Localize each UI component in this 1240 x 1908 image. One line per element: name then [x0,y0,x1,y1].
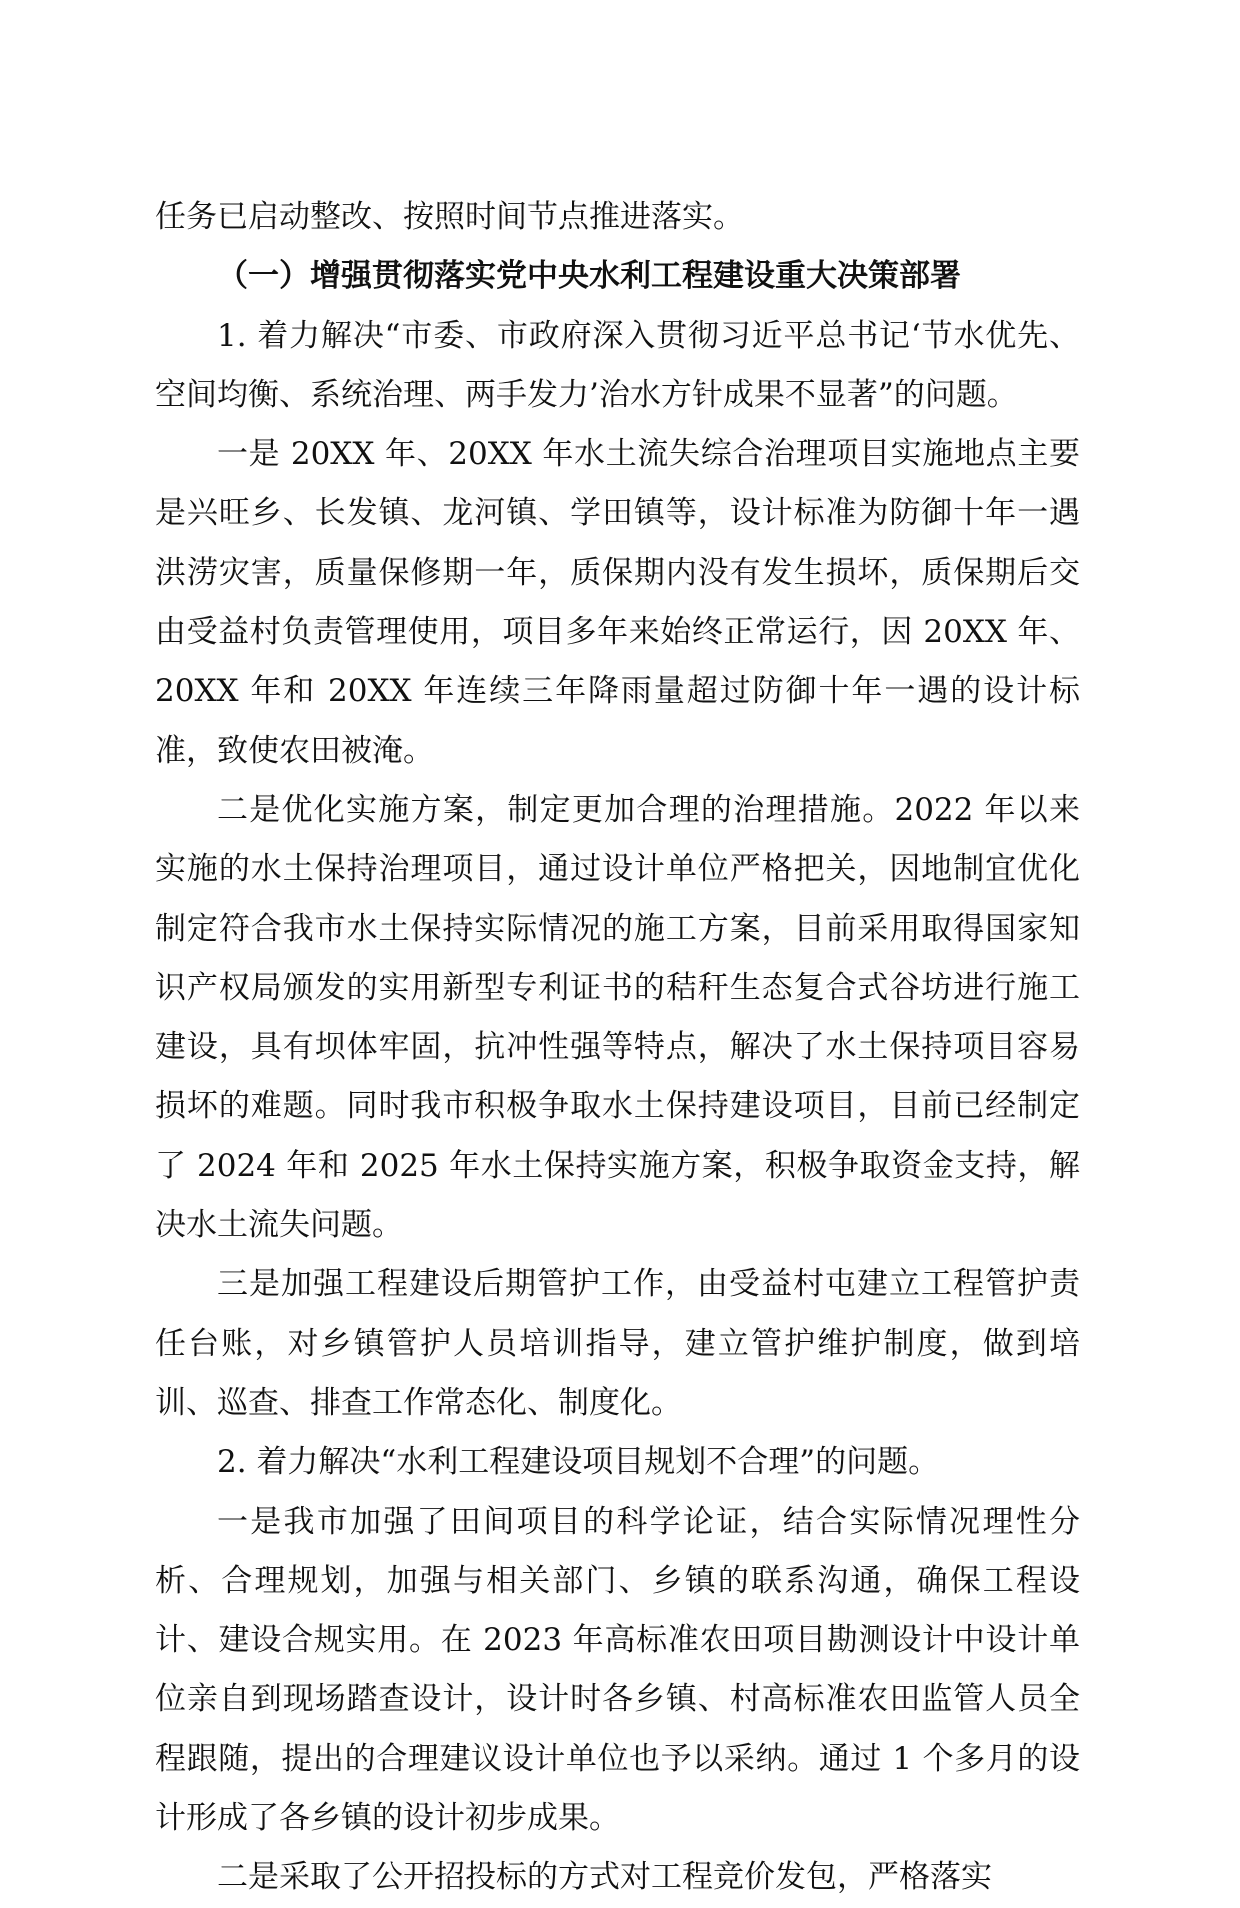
item-heading-1: 1. 着力解决“市委、市政府深入贯彻习近平总书记‘节水优先、空间均衡、系统治理、两手发力’治水方针成果不显著”的问题。 [155,317,1080,413]
paragraph-point-1: 一是 20XX 年、20XX 年水土流失综合治理项目实施地点主要是兴旺乡、长发镇、龙河镇、学田镇等，设计标准为防御十年一遇洪涝灾害，质量保修期一年，质保期内没有发生损坏，质保期后交由受益村负责管理使用，项目多年来始终正常运行，因 20XX 年、20XX 年和 20XX 年连续三年降雨量超过防御十年一遇的设计标准，致使农田被淹。 [155,436,1080,769]
section-heading: （一）增强贯彻落实党中央水利工程建设重大决策部署 [217,258,961,295]
item-heading-2: 2. 着力解决“水利工程建设项目规划不合理”的问题。 [217,1444,940,1481]
document-body [155,188,1080,1908]
paragraph-point-4: 一是我市加强了田间项目的科学论证，结合实际情况理性分析、合理规划，加强与相关部门、乡镇的联系沟通，确保工程设计、建设合规实用。在 2023 年高标准农田项目勘测设计中设计单位亲自到现场踏查设计，设计时各乡镇、村高标准农田监管人员全程跟随，提出的合理建议设计单位也予以采纳。通过 1 个多月的设计形成了各乡镇的设计初步成果。 [155,1503,1080,1837]
paragraph-point-3: 三是加强工程建设后期管护工作，由受益村屯建立工程管护责任台账，对乡镇管护人员培训指导，建立管护维护制度，做到培训、巡查、排查工作常态化、制度化。 [155,1266,1080,1421]
paragraph-point-2: 二是优化实施方案，制定更加合理的治理措施。2022 年以来实施的水土保持治理项目，通过设计单位严格把关，因地制宜优化制定符合我市水土保持实际情况的施工方案，目前采用取得国家知识产权局颁发的实用新型专利证书的秸秆生态复合式谷坊进行施工建设，具有坝体牢固，抗冲性强等特点，解决了水土保持项目容易损坏的难题。同时我市积极争取水土保持建设项目，目前已经制定了 2024 年和 2025 年水土保持实施方案，积极争取资金支持，解决水土流失问题。 [155,791,1080,1244]
paragraph-point-5: 二是采取了公开招投标的方式对工程竞价发包，严格落实 [217,1859,992,1896]
paragraph-continuation: 任务已启动整改、按照时间节点推进落实。 [155,199,744,235]
